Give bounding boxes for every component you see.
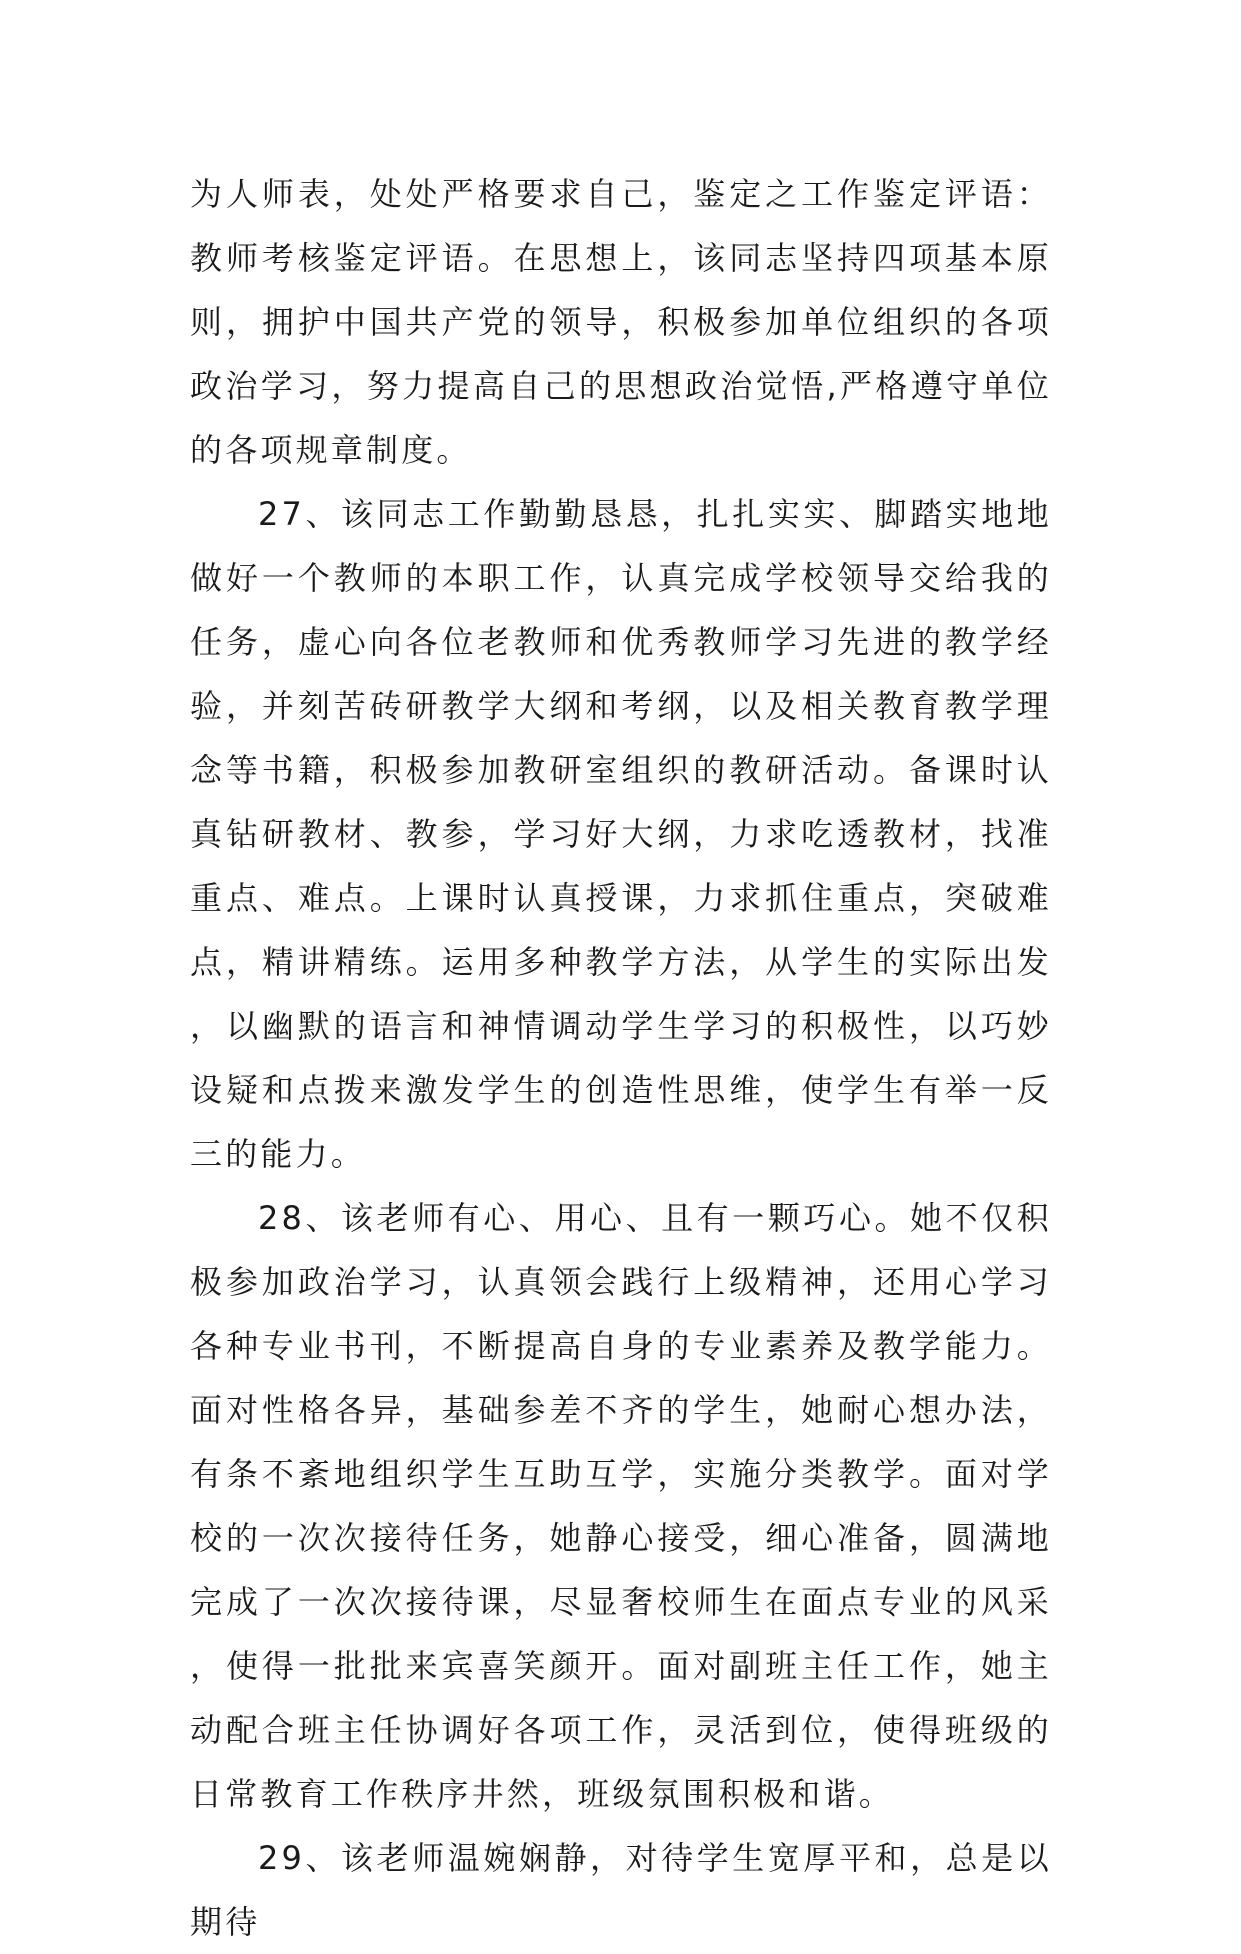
paragraph-28: 28、该老师有心、用心、且有一颗巧心。她不仅积极参加政治学习，认真领会践行上级精神，还用心学习各种专业书刊，不断提高自身的专业素养及教学能力。面对性格各异，基础参差不齐的学生，她耐心想办法，有条不紊地组织学生互助互学，实施分类教学。面对学校的一次次接待任务，她静心接受，细心准备，圆满地完成了一次次接待课，尽显奢校师生在面点专业的风采，使得一批批来宾喜笑颜开。面对副班主任工作，她主动配合班主任协调好各项工作，灵活到位，使得班级的日常教育工作秩序井然，班级氛围积极和谐。 <box>190 1199 1052 1813</box>
document-body <box>190 162 1052 1954</box>
paragraph-intro: 为人师表，处处严格要求自己，鉴定之工作鉴定评语：教师考核鉴定评语。在思想上，该同志坚持四项基本原则，拥护中国共产党的领导，积极参加单位组织的各项政治学习，努力提高自己的思想政治觉悟,严格遵守单位的各项规章制度。 <box>190 175 1052 469</box>
paragraph-27: 27、该同志工作勤勤恳恳，扎扎实实、脚踏实地地做好一个教师的本职工作，认真完成学校领导交给我的任务，虚心向各位老教师和优秀教师学习先进的教学经验，并刻苦砖研教学大纲和考纲，以及相关教育教学理念等书籍，积极参加教研室组织的教研活动。备课时认真钻研教材、教参，学习好大纲，力求吃透教材，找准重点、难点。上课时认真授课，力求抓住重点，突破难点，精讲精练。运用多种教学方法，从学生的实际出发，以幽默的语言和神情调动学生学习的积极性，以巧妙设疑和点拨来激发学生的创造性思维，使学生有举一反三的能力。 <box>190 495 1052 1173</box>
paragraph-29: 29、该老师温婉娴静，对待学生宽厚平和，总是以期待 <box>190 1839 1052 1941</box>
